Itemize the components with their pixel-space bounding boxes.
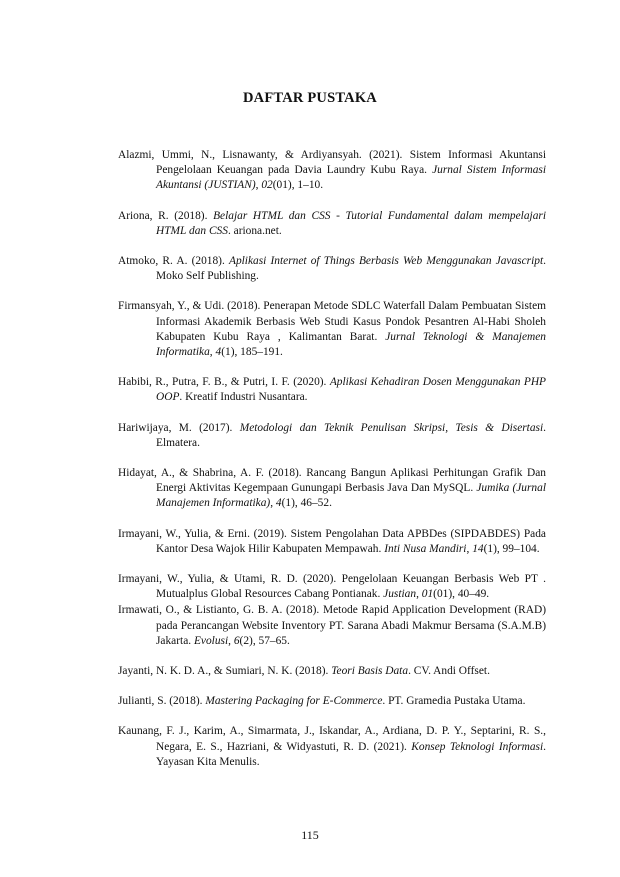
reference-entry: Ariona, R. (2018). Belajar HTML dan CSS - Tutorial Fundamental dalam mempelajari HTML dan CSS. ariona.net. (118, 209, 546, 237)
reference-entry: Irmayani, W., Yulia, & Utami, R. D. (2020). Pengelolaan Keuangan Berbasis Web PT . Mutualplus Global Resources Cabang Pontianak. Justian, 01(01), 40–49. (118, 573, 546, 601)
reference-entry: Kaunang, F. J., Karim, A., Simarmata, J., Iskandar, A., Ardiana, D. P. Y., Septarini, R. S., Negara, E. S., Hazriani, & Widyastuti, R. D. (2021). Konsep Teknologi Informasi. Yayasan Kita Menulis. (118, 725, 546, 768)
reference-entry: Hariwijaya, M. (2017). Metodologi dan Teknik Penulisan Skripsi, Tesis & Disertasi. Elmatera. (118, 421, 546, 449)
reference-entry: Irmawati, O., & Listianto, G. B. A. (2018). Metode Rapid Application Development (RAD) pada Perancangan Website Inventory PT. Sarana Abadi Makmur Bersama (S.A.M.B) Jakarta. Evolusi, 6(2), 57–65. (118, 604, 546, 647)
reference-entry: Firmansyah, Y., & Udi. (2018). Penerapan Metode SDLC Waterfall Dalam Pembuatan Sistem Informasi Akademik Berbasis Web Studi Kasus Pondok Pesantren Al-Habi Sholeh Kabupaten Kubu Raya , Kalimantan Barat. Jurnal Teknologi & Manajemen Informatika, 4(1), 185–191. (118, 300, 546, 359)
reference-list (118, 148, 546, 785)
reference-entry: Hidayat, A., & Shabrina, A. F. (2018). Rancang Bangun Aplikasi Perhitungan Grafik Dan Energi Aktivitas Kegempaan Gunungapi Berbasis Java Dan MySQL. Jumika (Jurnal Manajemen Informatika), 4(1), 46–52. (118, 467, 546, 510)
reference-entry: Irmayani, W., Yulia, & Erni. (2019). Sistem Pengolahan Data APBDes (SIPDABDES) Pada Kantor Desa Wajok Hilir Kabupaten Mempawah. Inti Nusa Mandiri, 14(1), 99–104. (118, 527, 546, 555)
page-number: 115 (301, 828, 319, 842)
reference-entry: Alazmi, Ummi, N., Lisnawanty, & Ardiyansyah. (2021). Sistem Informasi Akuntansi Pengelolaan Keuangan pada Davia Laundry Kubu Raya. Jurnal Sistem Informasi Akuntansi (JUSTIAN), 02(01), 1–10. (118, 149, 546, 192)
reference-entry: Julianti, S. (2018). Mastering Packaging for E-Commerce. PT. Gramedia Pustaka Utama. (118, 695, 526, 708)
page-title: DAFTAR PUSTAKA (243, 90, 377, 106)
reference-entry: Habibi, R., Putra, F. B., & Putri, I. F. (2020). Aplikasi Kehadiran Dosen Menggunakan PHP OOP. Kreatif Industri Nusantara. (118, 376, 547, 404)
reference-entry: Jayanti, N. K. D. A., & Sumiari, N. K. (2018). Teori Basis Data. CV. Andi Offset. (118, 665, 490, 678)
reference-entry: Atmoko, R. A. (2018). Aplikasi Internet of Things Berbasis Web Menggunakan Javascript. Moko Self Publishing. (118, 255, 546, 283)
